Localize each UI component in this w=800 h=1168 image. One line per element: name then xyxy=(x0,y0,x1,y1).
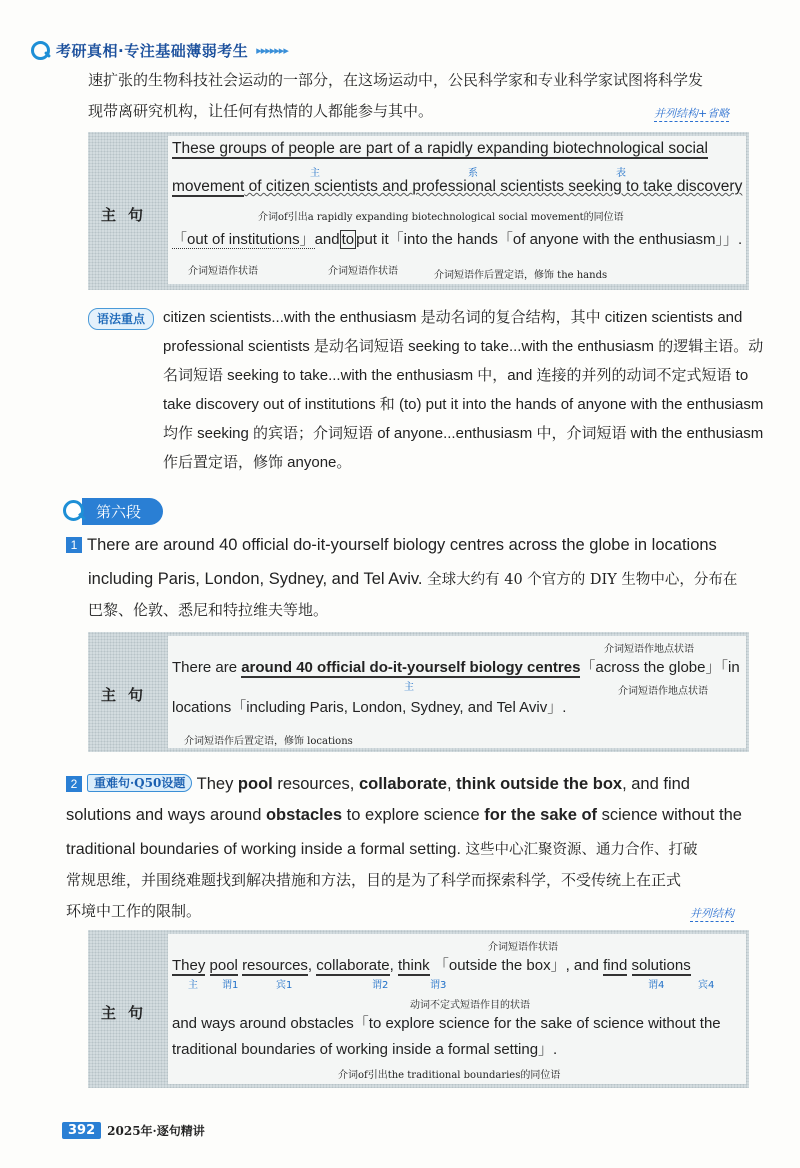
sentence-2-translation-3: 环境中工作的限制。 xyxy=(66,902,202,920)
text: They xyxy=(196,775,238,793)
subject-they: They xyxy=(172,957,206,974)
annotation-adverbial: 介词短语作状语 xyxy=(488,942,558,953)
box1-line-3 xyxy=(172,228,742,249)
sentence-1-text-1: There are around 40 official do-it-yourself biology centres across the globe in locations xyxy=(87,536,717,554)
sentence-1-translation-1: 全球大约有 40 个官方的 DIY 生物中心，分布在 xyxy=(422,572,738,588)
text: , xyxy=(446,775,457,793)
appositive-phrase: of citizen scientists and professional scientists seeking to take discovery xyxy=(244,178,743,195)
section-title: 第六段 xyxy=(82,498,163,525)
role-subject: 主 xyxy=(404,682,414,693)
conjunction-and: and xyxy=(314,231,340,248)
verb-collaborate: collaborate xyxy=(316,957,390,974)
annotation-place-adverbial-1: 介词短语作地点状语 xyxy=(604,644,694,655)
keyword-obstacles: obstacles xyxy=(265,806,343,824)
prep-phrase-2: put it「into the hands「of anyone with the enthusiasm」」. xyxy=(356,231,743,248)
predicate-phrase: are part of a rapidly expanding biotechnological social xyxy=(334,140,708,157)
box-label-main-clause: 主句 xyxy=(100,206,155,224)
box3-line-2: and ways around obstacles「to explore science for the sake of science without the xyxy=(172,1015,721,1032)
annotation-purpose-adverbial: 动词不定式短语作目的状语 xyxy=(410,1000,530,1011)
header-title: 考研真相·专注基础薄弱考生 xyxy=(56,41,249,60)
translation: 这些中心汇聚资源、通力合作、打破 xyxy=(460,842,698,858)
boxed-to: to xyxy=(341,231,355,248)
annotation-post-modifier: 介词短语作后置定语，修饰 the hands xyxy=(434,270,608,281)
box1-line-2 xyxy=(172,178,742,196)
annotation-place-adverbial-2: 介词短语作地点状语 xyxy=(618,686,708,697)
role-predicate-2: 谓2 xyxy=(372,980,389,991)
text: traditional boundaries of working inside a formal setting. xyxy=(66,841,461,858)
intro-line-1: 速扩张的生物科技社会运动的一部分，在这场运动中，公民科学家和专业科学家试图将科学发 xyxy=(88,71,704,89)
magnifier-icon xyxy=(62,499,86,523)
grammar-line-3: 名词短语 seeking to take...with the enthusiasm 中，and 连接的并列的动词不定式短语 to xyxy=(163,367,749,384)
sentence-analysis-box-2 xyxy=(88,632,749,752)
sentence-2-translation-2: 常规思维，并围绕难题找到解决措施和方法，目的是为了科学而探索科学，不受传统上在正式 xyxy=(66,871,682,889)
sentence-1-line-1 xyxy=(66,536,717,555)
box3-line-3: traditional boundaries of working inside a formal setting」. xyxy=(172,1041,558,1058)
annotation-appositive: 介词of引出the traditional boundaries的同位语 xyxy=(338,1070,561,1081)
header-arrows: ▸▸▸▸▸▸▸ xyxy=(256,43,288,57)
there-are: There are xyxy=(172,659,242,676)
grammar-focus-badge: 语法重点 xyxy=(88,308,154,330)
subject-phrase: These groups of people xyxy=(172,140,335,157)
sentence-2-line-3 xyxy=(66,838,698,859)
sentence-1-line-2 xyxy=(88,568,737,589)
sentence-2-line-1 xyxy=(66,774,690,794)
text: 「outside the box」, and xyxy=(433,957,604,974)
page-footer xyxy=(62,1122,205,1139)
object-resources: resources xyxy=(242,957,308,974)
text: , and find xyxy=(622,775,690,793)
annotation-adverbial-1: 介词短语作状语 xyxy=(188,266,258,277)
grammar-line-5: 均作 seeking 的宾语；介词短语 of anyone...enthusiasm 中，介词短语 with the enthusiasm xyxy=(163,425,764,442)
footer-title: 2025年·逐句精讲 xyxy=(107,1124,205,1138)
text: resources, xyxy=(272,775,359,793)
box2-line-2: locations「including Paris, London, Sydney, and Tel Aviv」. xyxy=(172,699,567,716)
grammar-line-6: 作后置定语，修饰 anyone。 xyxy=(163,454,352,471)
page-number: 392 xyxy=(62,1122,101,1139)
text: solutions and ways around xyxy=(66,806,266,824)
grammar-line-2: professional scientists 是动名词短语 seeking to take...with the enthusiasm 的逻辑主语。动 xyxy=(163,338,764,355)
box-label-main-clause: 主句 xyxy=(100,686,155,704)
verb-think: think xyxy=(398,957,430,974)
role-linking-verb: 系 xyxy=(468,168,478,179)
sentence-analysis-box-3 xyxy=(88,930,749,1088)
grammar-line-1: citizen scientists...with the enthusiasm 是动名词的复合结构，其中 citizen scientists and xyxy=(163,309,743,326)
object-solutions: solutions xyxy=(631,957,691,974)
role-subject: 主 xyxy=(310,168,320,179)
role-predicate-1: 谓1 xyxy=(222,980,239,991)
prep-phrases: 「across the globe」「in xyxy=(580,659,740,676)
verb-pool: pool xyxy=(209,957,238,974)
keyword-collaborate: collaborate xyxy=(358,775,447,793)
role-predicative: 表 xyxy=(616,168,626,179)
intro-line-2: 现带离研究机构，让任何有热情的人都能参与其中。 xyxy=(88,102,434,120)
annotation-post-modifier: 介词短语作后置定语，修饰 locations xyxy=(184,736,353,747)
head-noun: movement xyxy=(172,178,245,195)
annotation-appositive: 介词of引出a rapidly expanding biotechnological social movement的同位语 xyxy=(258,212,624,223)
grammar-line-4: take discovery out of institutions 和 (to) put it into the hands of anyone with the enthusiasm xyxy=(163,396,764,413)
page-header xyxy=(30,38,288,62)
role-object-1: 宾1 xyxy=(276,980,293,991)
prep-phrase-1: 「out of institutions」 xyxy=(172,231,315,248)
box-label-main-clause: 主句 xyxy=(100,1004,155,1022)
box2-line-1 xyxy=(172,656,740,677)
keyword-for-the-sake-of: for the sake of xyxy=(484,806,598,824)
subject-phrase: around 40 official do-it-yourself biology centres xyxy=(241,659,581,676)
role-object-4: 宾4 xyxy=(698,980,715,991)
role-predicate-4: 谓4 xyxy=(648,980,665,991)
sentence-number-1: 1 xyxy=(66,537,82,553)
box3-line-1: They pool resources, collaborate, think 「outside the box」, and find solutions xyxy=(172,957,691,974)
sentence-1-translation-2: 巴黎、伦敦、悉尼和特拉维夫等地。 xyxy=(88,601,329,619)
sentence-1-text-2: including Paris, London, Sydney, and Tel Aviv. xyxy=(88,570,423,588)
annotation-adverbial-2: 介词短语作状语 xyxy=(328,266,398,277)
role-subject: 主 xyxy=(188,980,198,991)
difficult-sentence-flag: 重难句·Q50设题 xyxy=(87,774,192,792)
section-heading xyxy=(62,498,163,524)
magnifier-logo-icon xyxy=(30,40,50,60)
verb-find: find xyxy=(603,957,628,974)
role-predicate-3: 谓3 xyxy=(430,980,447,991)
text: to explore science xyxy=(342,806,485,824)
keyword-pool: pool xyxy=(237,775,273,793)
text: science without the xyxy=(597,806,742,824)
box1-line-1 xyxy=(172,140,708,158)
structure-tag-2: 并列结构 xyxy=(690,907,734,920)
sentence-number-2: 2 xyxy=(66,776,82,792)
sentence-2-line-2 xyxy=(66,806,742,825)
structure-tag-1: 并列结构+省略 xyxy=(654,107,730,120)
sentence-analysis-box-1 xyxy=(88,132,749,290)
keyword-think-outside-the-box: think outside the box xyxy=(456,775,623,793)
